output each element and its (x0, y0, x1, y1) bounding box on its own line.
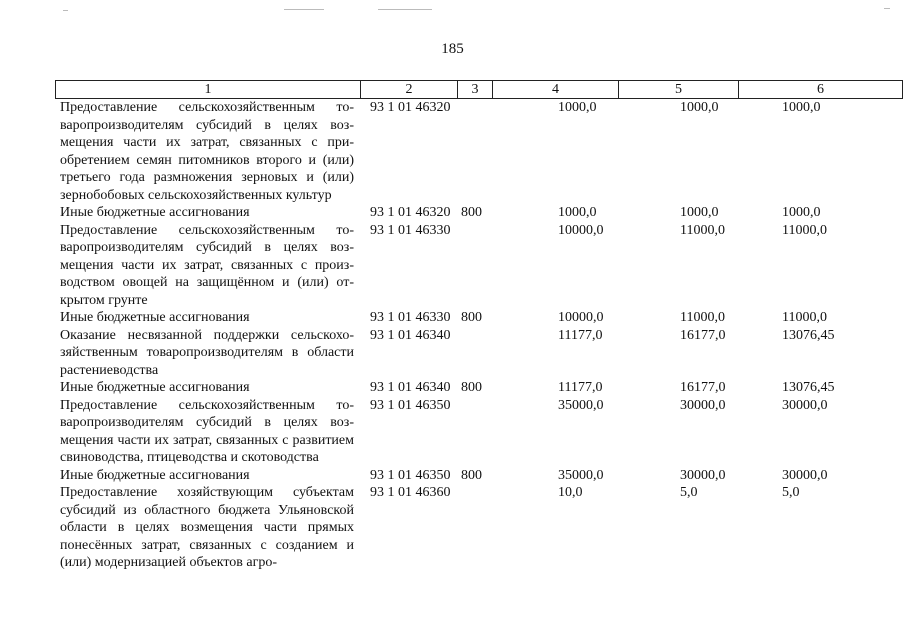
row-code: 93 1 01 46320 (370, 205, 451, 220)
row-value-col4: 10000,0 (558, 222, 604, 238)
row-value-col5: 11000,0 (680, 310, 725, 325)
row-code: 93 1 01 46360 (370, 485, 451, 500)
row-value-col6: 13076,45 (782, 380, 835, 395)
row-expense-type: 800 (461, 205, 482, 220)
row-value-col5: 1000,0 (680, 205, 719, 220)
header-cell-5: 5 (618, 80, 738, 99)
row-value-col4: 35000,0 (558, 397, 604, 413)
row-name: Предоставление сельскохозяйственным товаропроизводителям субсидий в целях возмещения части их затрат, связанных с развитием свиноводства, птицеводства и скотоводства (60, 397, 354, 465)
row-value-col6: 11000,0 (782, 310, 827, 325)
scan-speck (63, 10, 68, 11)
row-value-col6: 30000,0 (782, 397, 828, 413)
header-cell-1: 1 (55, 80, 360, 99)
row-code: 93 1 01 46350 (370, 467, 451, 483)
row-value-col4: 1000,0 (558, 100, 597, 115)
row-name: Предоставление хозяйствующим субъектам субсидий из областного бюджета Ульяновской области в целях возмещения части прямых понесённых затрат, связанных с созданием и (или) модернизацией объектов агро- (60, 485, 354, 570)
row-value-col6: 13076,45 (782, 327, 835, 343)
row-name: Оказание несвязанной поддержки сельскохозяйственным товаропроизводителям в области растениеводства (60, 327, 354, 378)
row-value-col4: 11177,0 (558, 327, 603, 343)
row-expense-type (457, 397, 492, 467)
row-code: 93 1 01 46330 (370, 222, 451, 238)
row-value-col4: 11177,0 (558, 380, 603, 395)
row-value-col5: 16177,0 (680, 380, 726, 395)
row-name: Иные бюджетные ассигнования (60, 467, 250, 483)
row-value-col6: 1000,0 (782, 100, 821, 115)
header-cell-4: 4 (492, 80, 618, 99)
scan-speck (378, 9, 432, 10)
header-cell-2: 2 (360, 80, 457, 99)
row-value-col5: 5,0 (680, 485, 698, 500)
header-cell-6: 6 (738, 80, 903, 99)
table-body (55, 99, 903, 572)
row-value-col5: 16177,0 (680, 327, 726, 343)
row-value-col5: 11000,0 (680, 222, 725, 238)
scan-speck (884, 8, 890, 9)
row-value-col6: 5,0 (782, 485, 800, 500)
row-code: 93 1 01 46320 (370, 100, 451, 115)
row-value-col6: 1000,0 (782, 205, 821, 220)
row-value-col5: 30000,0 (680, 397, 726, 413)
page-number: 185 (441, 41, 464, 57)
row-value-col5: 1000,0 (680, 100, 719, 115)
row-expense-type (457, 327, 492, 380)
row-code: 93 1 01 46340 (370, 380, 451, 395)
row-value-col4: 1000,0 (558, 205, 597, 220)
row-value-col6: 30000,0 (782, 467, 828, 483)
row-code: 93 1 01 46330 (370, 310, 451, 325)
row-name: Иные бюджетные ассигнования (60, 380, 250, 395)
row-expense-type (457, 99, 492, 204)
row-expense-type: 800 (461, 467, 482, 483)
row-name: Иные бюджетные ассигнования (60, 310, 250, 325)
row-code: 93 1 01 46340 (370, 327, 451, 343)
budget-table (55, 80, 903, 572)
row-value-col4: 10,0 (558, 485, 583, 500)
row-value-col6: 11000,0 (782, 222, 827, 238)
row-expense-type (457, 484, 492, 572)
row-expense-type: 800 (461, 380, 482, 395)
row-code: 93 1 01 46350 (370, 397, 451, 413)
header-cell-3: 3 (457, 80, 492, 99)
table-header-row (55, 80, 903, 99)
row-name: Иные бюджетные ассигнования (60, 205, 250, 220)
row-expense-type: 800 (461, 310, 482, 325)
row-name: Предоставление сельскохозяйственным товаропроизводителям субсидий в целях возмещения части их затрат, связанных с производством овощей на защищённом и (или) открытом грунте (60, 222, 354, 308)
row-value-col5: 30000,0 (680, 467, 726, 483)
row-value-col4: 35000,0 (558, 467, 604, 483)
row-name: Предоставление сельскохозяйственным товаропроизводителям субсидий в целях возмещения части их затрат, связанных с приобретением семян питомников второго и (или) третьего года размножения зерновых и (или) зернобобовых сельскохозяйственных культур (60, 100, 354, 203)
scan-speck (284, 9, 324, 10)
row-expense-type (457, 222, 492, 310)
row-value-col4: 10000,0 (558, 310, 604, 325)
